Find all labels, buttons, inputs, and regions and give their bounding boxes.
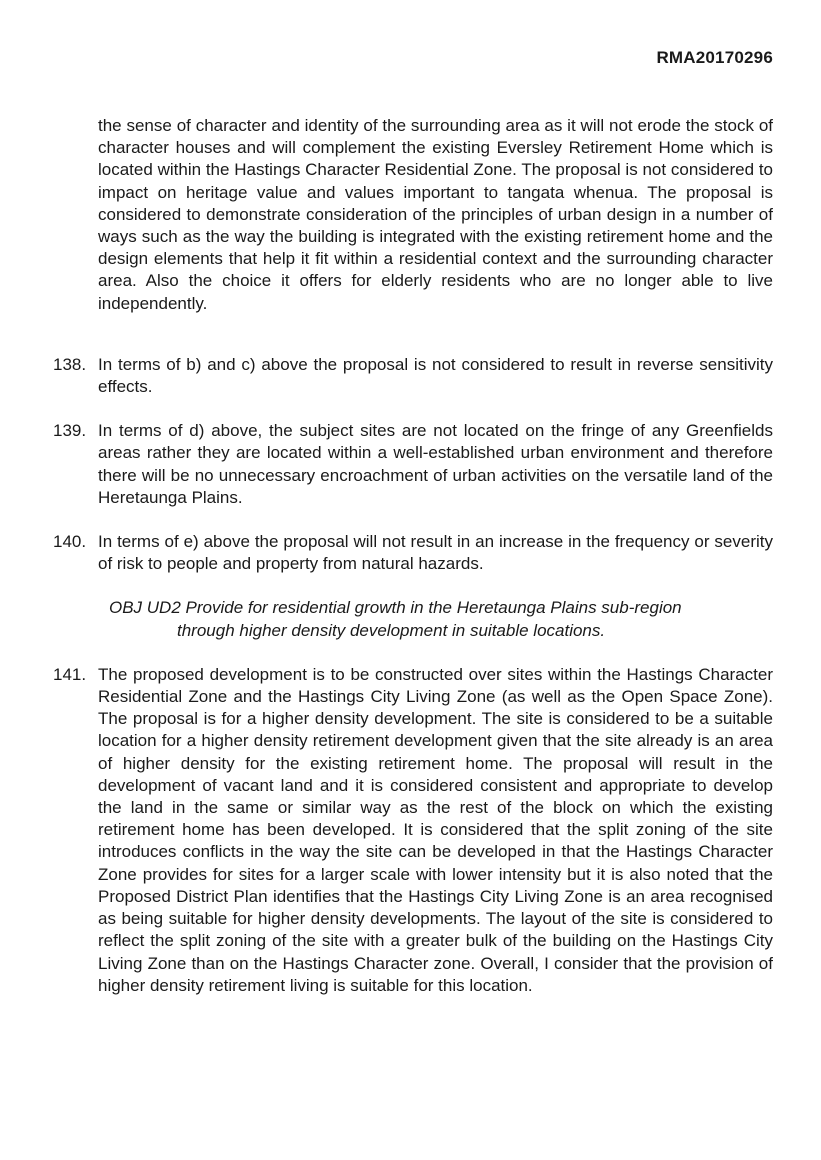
- paragraph-spacer: [53, 642, 773, 664]
- paragraph-text: The proposed development is to be constructed over sites within the Hastings Character Residential Zone and the Hastings City Living Zone (as well as the Open Space Zone). The proposal is for a higher density development. The site is considered to be a suitable location for a higher density retirement development given that the site already is an area of higher density for the existing retirement home. The proposal will result in the development of vacant land and it is considered consistent and appropriate to develop the land in the same or similar way as the rest of the block on which the existing retirement home has been developed. It is considered that the split zoning of the site introduces conflicts in the way the site can be developed in that the Hastings Character Zone provides for sites for a larger scale with lower intensity but it is also noted that the Proposed District Plan identifies that the Hastings City Living Zone is an area recognised as being suitable for higher density developments. The layout of the site is considered to reflect the split zoning of the site with a greater bulk of the building on the Hastings City Living Zone than on the Hastings Character zone. Overall, I consider that the provision of higher density retirement living is suitable for this location.: [98, 664, 773, 995]
- paragraph-number: 141.: [53, 664, 87, 684]
- paragraph-text: In terms of b) and c) above the proposal is not considered to result in reverse sensitivity effects.: [98, 354, 773, 397]
- paragraph-text: In terms of e) above the proposal will not result in an increase in the frequency or severity of risk to people and property from natural hazards.: [98, 532, 773, 574]
- objective-line-2: through higher density development in suitable locations.: [177, 620, 606, 640]
- paragraph-number: 139.: [53, 421, 87, 441]
- paragraph-number: 140.: [53, 532, 87, 552]
- objective-heading: [53, 597, 773, 641]
- document-reference: RMA20170296: [656, 48, 773, 67]
- numbered-paragraph-138: [53, 354, 773, 398]
- numbered-paragraph-141: [53, 664, 773, 997]
- numbered-paragraph-140: [53, 531, 773, 575]
- numbered-paragraph-139: [53, 420, 773, 509]
- document-body: [53, 98, 773, 997]
- paragraph-number: 138.: [53, 354, 87, 374]
- paragraph-spacer: [53, 332, 773, 354]
- continued-paragraph: the sense of character and identity of the surrounding area as it will not erode the stock of character houses and will complement the existing Eversley Retirement Home which is located within the Hastings Character Residential Zone. The proposal is not considered to impact on heritage value and values important to tangata whenua. The proposal is considered to demonstrate consideration of the principles of urban design in a number of ways such as the way the building is integrated with the existing retirement home and the design elements that help it fit within a residential context and the surrounding character area. Also the choice it offers for elderly residents who are no longer able to live independently.: [98, 116, 773, 313]
- paragraph-text: In terms of d) above, the subject sites are not located on the fringe of any Greenfields areas rather they are located within a well-established urban environment and therefore there will be no unnecessary encroachment of urban activities on the versatile land of the Heretaunga Plains.: [98, 421, 773, 507]
- paragraph-spacer: [53, 398, 773, 420]
- paragraph-spacer: [53, 509, 773, 531]
- objective-line-1: OBJ UD2 Provide for residential growth in the Heretaunga Plains sub-region: [109, 598, 682, 618]
- paragraph-spacer: [53, 575, 773, 597]
